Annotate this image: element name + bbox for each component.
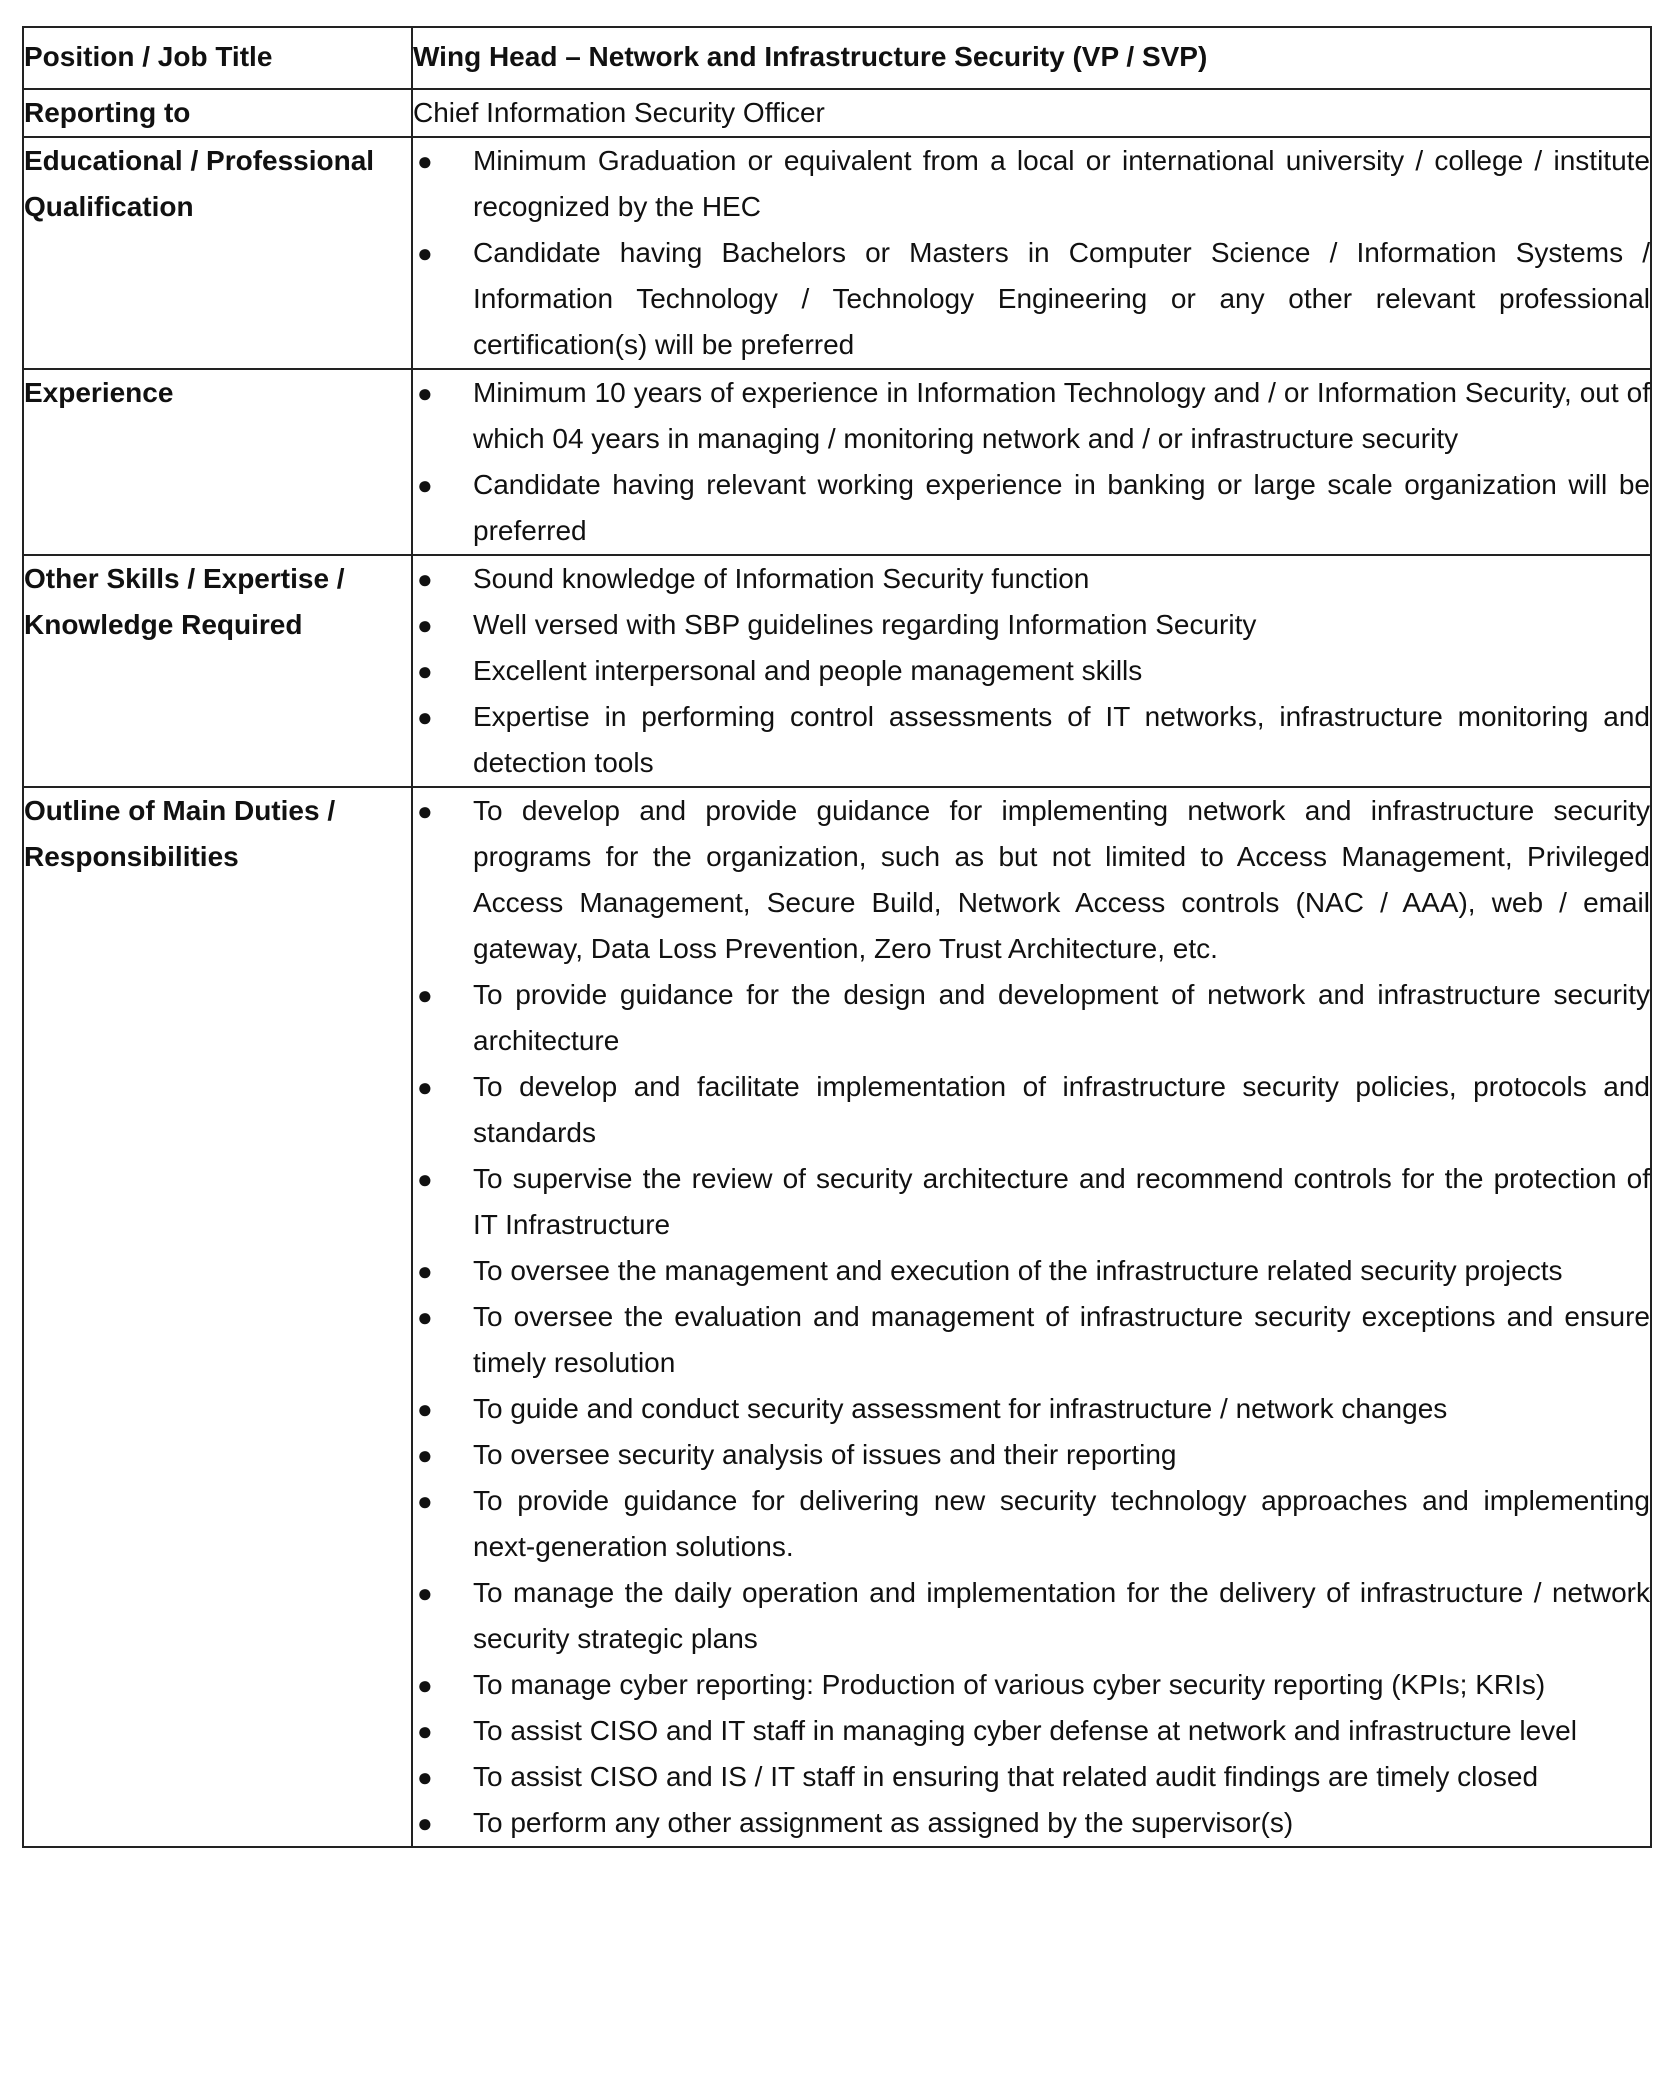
bullet-icon: ● — [417, 238, 433, 268]
job-description-page — [22, 26, 1650, 1848]
skills-list — [413, 556, 1650, 786]
list-item: ● Candidate having Bachelors or Masters in Computer Science / Information Systems / Information Technology / Technology Engineering or any other relevant professional certification(s) will be preferred — [413, 230, 1650, 368]
experience-list — [413, 370, 1650, 554]
bullet-icon: ● — [417, 1762, 433, 1792]
list-item: ● Well versed with SBP guidelines regarding Information Security — [413, 602, 1650, 648]
bullet-icon: ● — [417, 1578, 433, 1608]
experience-value — [412, 369, 1651, 555]
list-item: ● To assist CISO and IS / IT staff in ensuring that related audit findings are timely closed — [413, 1754, 1650, 1800]
list-item: ● To guide and conduct security assessment for infrastructure / network changes — [413, 1386, 1650, 1432]
bullet-icon: ● — [417, 1486, 433, 1516]
position-value: Wing Head – Network and Infrastructure Security (VP / SVP) — [412, 27, 1651, 89]
qualification-label — [23, 137, 412, 369]
qualification-list — [413, 138, 1650, 368]
list-item: ● To perform any other assignment as assigned by the supervisor(s) — [413, 1800, 1650, 1846]
bullet-icon: ● — [417, 1440, 433, 1470]
duties-label — [23, 787, 412, 1847]
duties-row — [23, 787, 1651, 1847]
skills-label — [23, 555, 412, 787]
list-item: ● To supervise the review of security architecture and recommend controls for the protection of IT Infrastructure — [413, 1156, 1650, 1248]
list-item: ● To manage cyber reporting: Production of various cyber security reporting (KPIs; KRIs) — [413, 1662, 1650, 1708]
duties-label-line2: Responsibilities — [24, 841, 239, 872]
skills-value — [412, 555, 1651, 787]
list-item: ● To provide guidance for the design and development of network and infrastructure security architecture — [413, 972, 1650, 1064]
bullet-icon: ● — [417, 656, 433, 686]
list-item: ● To oversee security analysis of issues and their reporting — [413, 1432, 1650, 1478]
list-item: ● Sound knowledge of Information Security function — [413, 556, 1650, 602]
bullet-icon: ● — [417, 796, 433, 826]
duties-label-line1: Outline of Main Duties / — [24, 795, 336, 826]
list-item: ● Minimum Graduation or equivalent from a local or international university / college / institute recognized by the HEC — [413, 138, 1650, 230]
list-item: ● To oversee the management and execution of the infrastructure related security projects — [413, 1248, 1650, 1294]
list-item: ● To provide guidance for delivering new security technology approaches and implementing next-generation solutions. — [413, 1478, 1650, 1570]
job-description-table — [22, 26, 1652, 1848]
duties-list — [413, 788, 1650, 1846]
bullet-icon: ● — [417, 1256, 433, 1286]
list-item: ● Candidate having relevant working experience in banking or large scale organization will be preferred — [413, 462, 1650, 554]
qualification-label-line1: Educational / Professional — [24, 145, 375, 176]
duties-value — [412, 787, 1651, 1847]
bullet-icon: ● — [417, 146, 433, 176]
skills-label-line1: Other Skills / Expertise / — [24, 563, 345, 594]
list-item: ● Excellent interpersonal and people management skills — [413, 648, 1650, 694]
position-label: Position / Job Title — [23, 27, 412, 89]
experience-label: Experience — [23, 369, 412, 555]
bullet-icon: ● — [417, 470, 433, 500]
experience-row — [23, 369, 1651, 555]
bullet-icon: ● — [417, 1670, 433, 1700]
skills-label-line2: Knowledge Required — [24, 609, 303, 640]
reporting-value: Chief Information Security Officer — [412, 89, 1651, 137]
bullet-icon: ● — [417, 378, 433, 408]
bullet-icon: ● — [417, 1072, 433, 1102]
position-row — [23, 27, 1651, 89]
qualification-label-line2: Qualification — [24, 191, 194, 222]
bullet-icon: ● — [417, 980, 433, 1010]
bullet-icon: ● — [417, 1302, 433, 1332]
list-item: ● To assist CISO and IT staff in managing cyber defense at network and infrastructure level — [413, 1708, 1650, 1754]
list-item: ● To develop and facilitate implementation of infrastructure security policies, protocols and standards — [413, 1064, 1650, 1156]
list-item: ● Minimum 10 years of experience in Information Technology and / or Information Security, out of which 04 years in managing / monitoring network and / or infrastructure security — [413, 370, 1650, 462]
reporting-label: Reporting to — [23, 89, 412, 137]
bullet-icon: ● — [417, 1164, 433, 1194]
reporting-row — [23, 89, 1651, 137]
list-item: ● To develop and provide guidance for implementing network and infrastructure security programs for the organization, such as but not limited to Access Management, Privileged Access Management, Secure Build, Network Access controls (NAC / AAA), web / email gateway, Data Loss Prevention, Zero Trust Architecture, etc. — [413, 788, 1650, 972]
qualification-row — [23, 137, 1651, 369]
bullet-icon: ● — [417, 564, 433, 594]
bullet-icon: ● — [417, 1808, 433, 1838]
skills-row — [23, 555, 1651, 787]
bullet-icon: ● — [417, 702, 433, 732]
bullet-icon: ● — [417, 1394, 433, 1424]
list-item: ● To oversee the evaluation and management of infrastructure security exceptions and ensure timely resolution — [413, 1294, 1650, 1386]
bullet-icon: ● — [417, 610, 433, 640]
list-item: ● Expertise in performing control assessments of IT networks, infrastructure monitoring and detection tools — [413, 694, 1650, 786]
list-item: ● To manage the daily operation and implementation for the delivery of infrastructure / network security strategic plans — [413, 1570, 1650, 1662]
qualification-value — [412, 137, 1651, 369]
bullet-icon: ● — [417, 1716, 433, 1746]
